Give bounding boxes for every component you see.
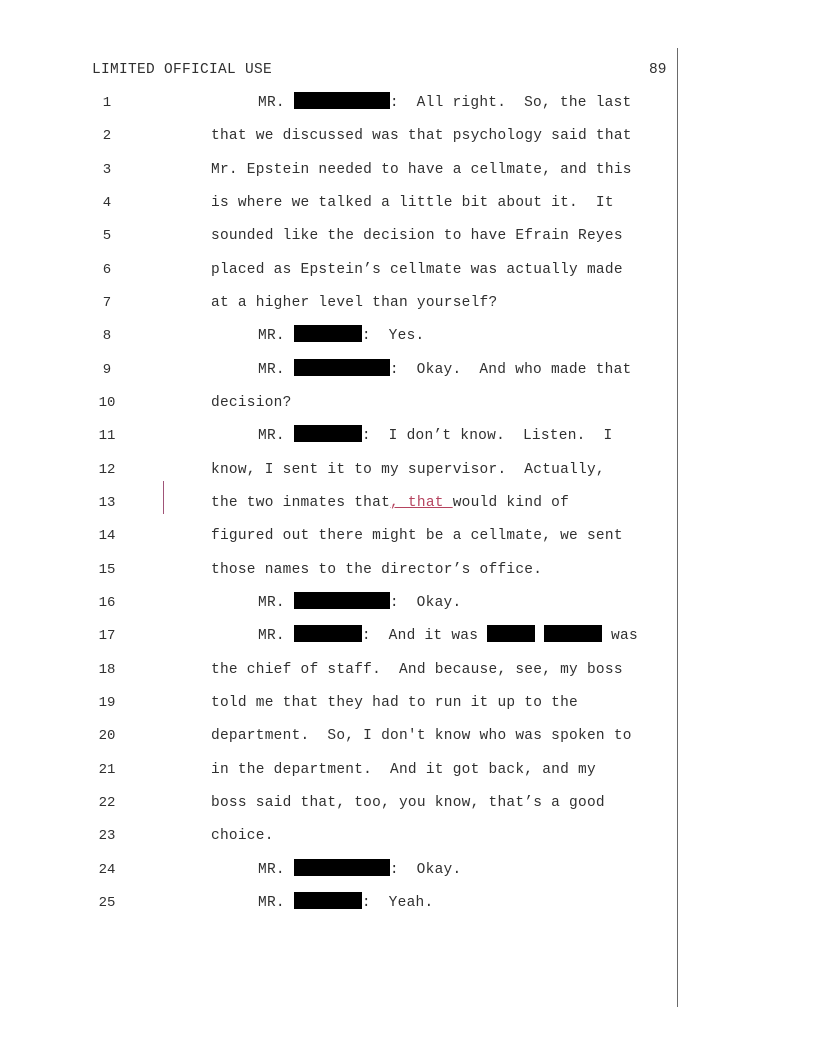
transcript-line-24 (0, 859, 680, 881)
speaker-prefix: MR. (258, 595, 294, 611)
line-number: 24 (98, 862, 116, 878)
transcript-line-2 (0, 125, 680, 147)
line-text (258, 325, 424, 347)
line-content: : Yes. (361, 328, 425, 344)
redaction-box (294, 325, 362, 342)
line-text (258, 592, 461, 614)
redaction-box (294, 359, 390, 376)
line-content: : I don’t know. Listen. I (361, 428, 613, 444)
classification-header: LIMITED OFFICIAL USE (92, 62, 273, 78)
line-content: would kind of (452, 495, 570, 511)
line-content: : All right. So, the last (389, 95, 632, 111)
speaker-prefix: MR. (258, 862, 294, 878)
line-text (258, 359, 632, 381)
redaction-box (544, 625, 602, 642)
line-number: 21 (98, 762, 116, 778)
line-number: 1 (102, 95, 112, 111)
line-content: was (602, 628, 638, 644)
line-text: in the department. And it got back, and my (211, 762, 596, 778)
line-number: 5 (102, 228, 112, 244)
line-text: Mr. Epstein needed to have a cellmate, and this (211, 162, 632, 178)
line-number: 20 (98, 728, 116, 744)
transcript-line-4 (0, 192, 680, 214)
line-number: 18 (98, 662, 116, 678)
transcript-line-10 (0, 392, 680, 414)
line-text: that we discussed was that psychology said that (211, 128, 632, 144)
line-text (211, 492, 569, 514)
transcript-line-14 (0, 525, 680, 547)
line-text: boss said that, too, you know, that’s a good (211, 795, 605, 811)
line-text (258, 892, 433, 914)
line-number: 3 (102, 162, 112, 178)
transcript-line-12 (0, 459, 680, 481)
line-text: choice. (211, 828, 274, 844)
transcript-line-5 (0, 225, 680, 247)
inserted-correction: , that (390, 495, 453, 511)
redaction-box (487, 625, 535, 642)
line-text: department. So, I don't know who was spoken to (211, 728, 632, 744)
transcript-line-25 (0, 892, 680, 914)
transcript-line-7 (0, 292, 680, 314)
transcript-line-11 (0, 425, 680, 447)
transcript-line-23 (0, 825, 680, 847)
transcript-line-3 (0, 159, 680, 181)
line-number: 19 (98, 695, 116, 711)
speaker-prefix: MR. (258, 95, 294, 111)
line-number: 17 (98, 628, 116, 644)
transcript-line-6 (0, 259, 680, 281)
line-number: 22 (98, 795, 116, 811)
line-content: : Okay. (389, 595, 462, 611)
line-number: 25 (98, 895, 116, 911)
transcript-line-22 (0, 792, 680, 814)
redaction-box (294, 425, 362, 442)
line-number: 11 (98, 428, 116, 444)
line-content: : Okay. (389, 862, 462, 878)
redaction-box (294, 625, 362, 642)
line-number: 10 (98, 395, 116, 411)
line-text: at a higher level than yourself? (211, 295, 498, 311)
revision-change-bar (163, 481, 164, 514)
line-number: 23 (98, 828, 116, 844)
transcript-line-20 (0, 725, 680, 747)
transcript-line-13 (0, 492, 680, 514)
speaker-prefix: MR. (258, 428, 294, 444)
line-text: sounded like the decision to have Efrain Reyes (211, 228, 623, 244)
transcript-line-18 (0, 659, 680, 681)
line-text: placed as Epstein’s cellmate was actually made (211, 262, 623, 278)
line-text: the chief of staff. And because, see, my boss (211, 662, 623, 678)
line-number: 6 (102, 262, 112, 278)
line-number: 2 (102, 128, 112, 144)
line-text (258, 425, 612, 447)
transcript-line-15 (0, 559, 680, 581)
line-number: 12 (98, 462, 116, 478)
redaction-box (294, 859, 390, 876)
page-number: 89 (649, 62, 667, 78)
line-number: 13 (98, 495, 116, 511)
transcript-line-21 (0, 759, 680, 781)
redaction-box (294, 92, 390, 109)
line-text: told me that they had to run it up to the (211, 695, 579, 711)
transcript-line-8 (0, 325, 680, 347)
line-content: : Yeah. (361, 895, 434, 911)
speaker-prefix: MR. (258, 328, 294, 344)
line-text (258, 625, 638, 647)
transcript-line-19 (0, 692, 680, 714)
line-number: 7 (102, 295, 112, 311)
line-text: figured out there might be a cellmate, we sent (211, 528, 623, 544)
transcript-line-17 (0, 625, 680, 647)
transcript-line-1 (0, 92, 680, 114)
speaker-prefix: MR. (258, 895, 294, 911)
redaction-box (294, 592, 390, 609)
transcript-line-16 (0, 592, 680, 614)
line-number: 4 (102, 195, 112, 211)
speaker-prefix: MR. (258, 628, 294, 644)
line-number: 14 (98, 528, 116, 544)
line-content: the two inmates that (211, 495, 391, 511)
line-content: : And it was (361, 628, 488, 644)
line-text: is where we talked a little bit about it. It (211, 195, 614, 211)
line-text: know, I sent it to my supervisor. Actually, (211, 462, 605, 478)
line-text (258, 92, 632, 114)
speaker-prefix: MR. (258, 362, 294, 378)
line-text (258, 859, 461, 881)
line-text: decision? (211, 395, 292, 411)
line-content: : Okay. And who made that (389, 362, 632, 378)
redaction-box (294, 892, 362, 909)
line-number: 9 (102, 362, 112, 378)
line-text: those names to the director’s office. (211, 562, 543, 578)
transcript-line-9 (0, 359, 680, 381)
line-number: 16 (98, 595, 116, 611)
line-number: 15 (98, 562, 116, 578)
line-number: 8 (102, 328, 112, 344)
